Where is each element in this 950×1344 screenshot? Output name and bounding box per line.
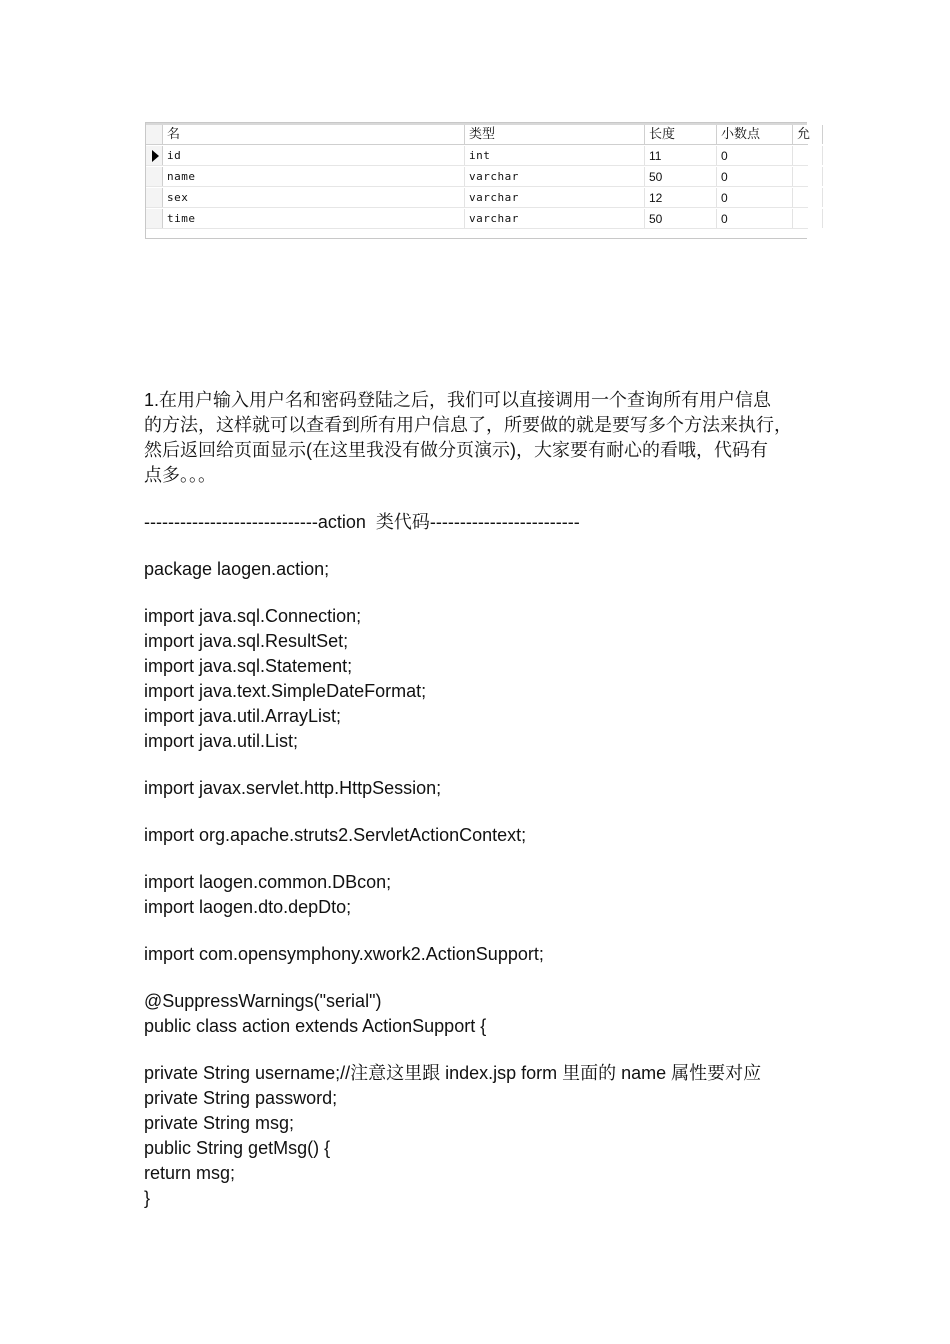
field-null-cell[interactable] (793, 209, 823, 228)
divider-text: -----------------------------action 类代码------------------------- (144, 512, 580, 532)
code-line: private String password; (144, 1088, 338, 1108)
field-decimal-cell[interactable]: 0 (717, 209, 793, 228)
intro-line: 1.在用户输入用户名和密码登陆之后，我们可以直接调用一个查询所有用户信息 (144, 390, 772, 410)
intro-line: 的方法，这样就可以查看到所有用户信息了，所要做的就是要写多个方法来执行， (144, 415, 792, 435)
header-allow-null: 允 (793, 125, 823, 144)
code-import-struts (144, 823, 814, 848)
code-line: import java.sql.ResultSet; (144, 631, 349, 651)
field-null-cell[interactable] (793, 167, 823, 186)
table-row[interactable] (146, 188, 808, 208)
field-length-cell[interactable]: 12 (645, 188, 717, 207)
current-row-arrow-icon (152, 150, 159, 162)
row-marker (146, 209, 163, 228)
code-line: return msg; (144, 1163, 236, 1183)
field-null-cell[interactable] (793, 188, 823, 207)
field-null-cell[interactable] (793, 146, 823, 165)
code-line: import java.sql.Statement; (144, 656, 353, 676)
header-marker-cell (146, 125, 163, 144)
field-name-cell[interactable]: sex (163, 188, 465, 207)
code-line: import java.util.List; (144, 731, 299, 751)
table-row[interactable] (146, 146, 808, 166)
field-table-screenshot (145, 122, 811, 239)
table-header-row (146, 125, 811, 145)
field-name-cell[interactable]: name (163, 167, 465, 186)
document-body (144, 388, 814, 1211)
code-import-servlet (144, 776, 814, 801)
field-length-cell[interactable]: 50 (645, 209, 717, 228)
code-line: @SuppressWarnings("serial") (144, 991, 382, 1011)
code-line: package laogen.action; (144, 559, 330, 579)
field-length-cell[interactable]: 11 (645, 146, 717, 165)
code-line: import com.opensymphony.xwork2.ActionSupport; (144, 944, 544, 964)
intro-line: 然后返回给页面显示(在这里我没有做分页演示)，大家要有耐心的看哦，代码有 (144, 440, 768, 460)
table-row[interactable] (146, 209, 808, 229)
code-import-xwork (144, 942, 814, 967)
field-type-cell[interactable]: int (465, 146, 645, 165)
field-type-cell[interactable]: varchar (465, 209, 645, 228)
field-length-cell[interactable]: 50 (645, 167, 717, 186)
code-line: } (144, 1188, 151, 1208)
table-row[interactable] (146, 167, 808, 187)
code-package (144, 557, 814, 582)
code-line: import java.util.ArrayList; (144, 706, 342, 726)
header-length: 长度 (645, 125, 717, 144)
code-line: import org.apache.struts2.ServletActionContext; (144, 825, 527, 845)
field-type-cell[interactable]: varchar (465, 188, 645, 207)
header-type: 类型 (465, 125, 645, 144)
field-name-cell[interactable]: id (163, 146, 465, 165)
header-decimal: 小数点 (717, 125, 793, 144)
intro-paragraph (144, 388, 814, 488)
code-imports-java (144, 604, 814, 754)
code-line: import java.text.SimpleDateFormat; (144, 681, 427, 701)
code-line: import java.sql.Connection; (144, 606, 362, 626)
field-decimal-cell[interactable]: 0 (717, 188, 793, 207)
field-decimal-cell[interactable]: 0 (717, 167, 793, 186)
code-members (144, 1061, 814, 1211)
intro-line: 点多。。。 (144, 465, 216, 485)
code-line: private String msg; (144, 1113, 295, 1133)
row-marker (146, 167, 163, 186)
field-decimal-cell[interactable]: 0 (717, 146, 793, 165)
field-name-cell[interactable]: time (163, 209, 465, 228)
header-name: 名 (163, 125, 465, 144)
field-type-cell[interactable]: varchar (465, 167, 645, 186)
code-line: public String getMsg() { (144, 1138, 331, 1158)
code-line: import javax.servlet.http.HttpSession; (144, 778, 442, 798)
row-marker (146, 188, 163, 207)
code-imports-laogen (144, 870, 814, 920)
code-line: private String username;//注意这里跟 index.jsp form 里面的 name 属性要对应 (144, 1063, 762, 1083)
row-marker (146, 146, 163, 165)
code-line: import laogen.common.DBcon; (144, 872, 392, 892)
section-divider (144, 510, 814, 535)
code-class-declaration (144, 989, 814, 1039)
code-line: public class action extends ActionSupport { (144, 1016, 487, 1036)
code-line: import laogen.dto.depDto; (144, 897, 352, 917)
